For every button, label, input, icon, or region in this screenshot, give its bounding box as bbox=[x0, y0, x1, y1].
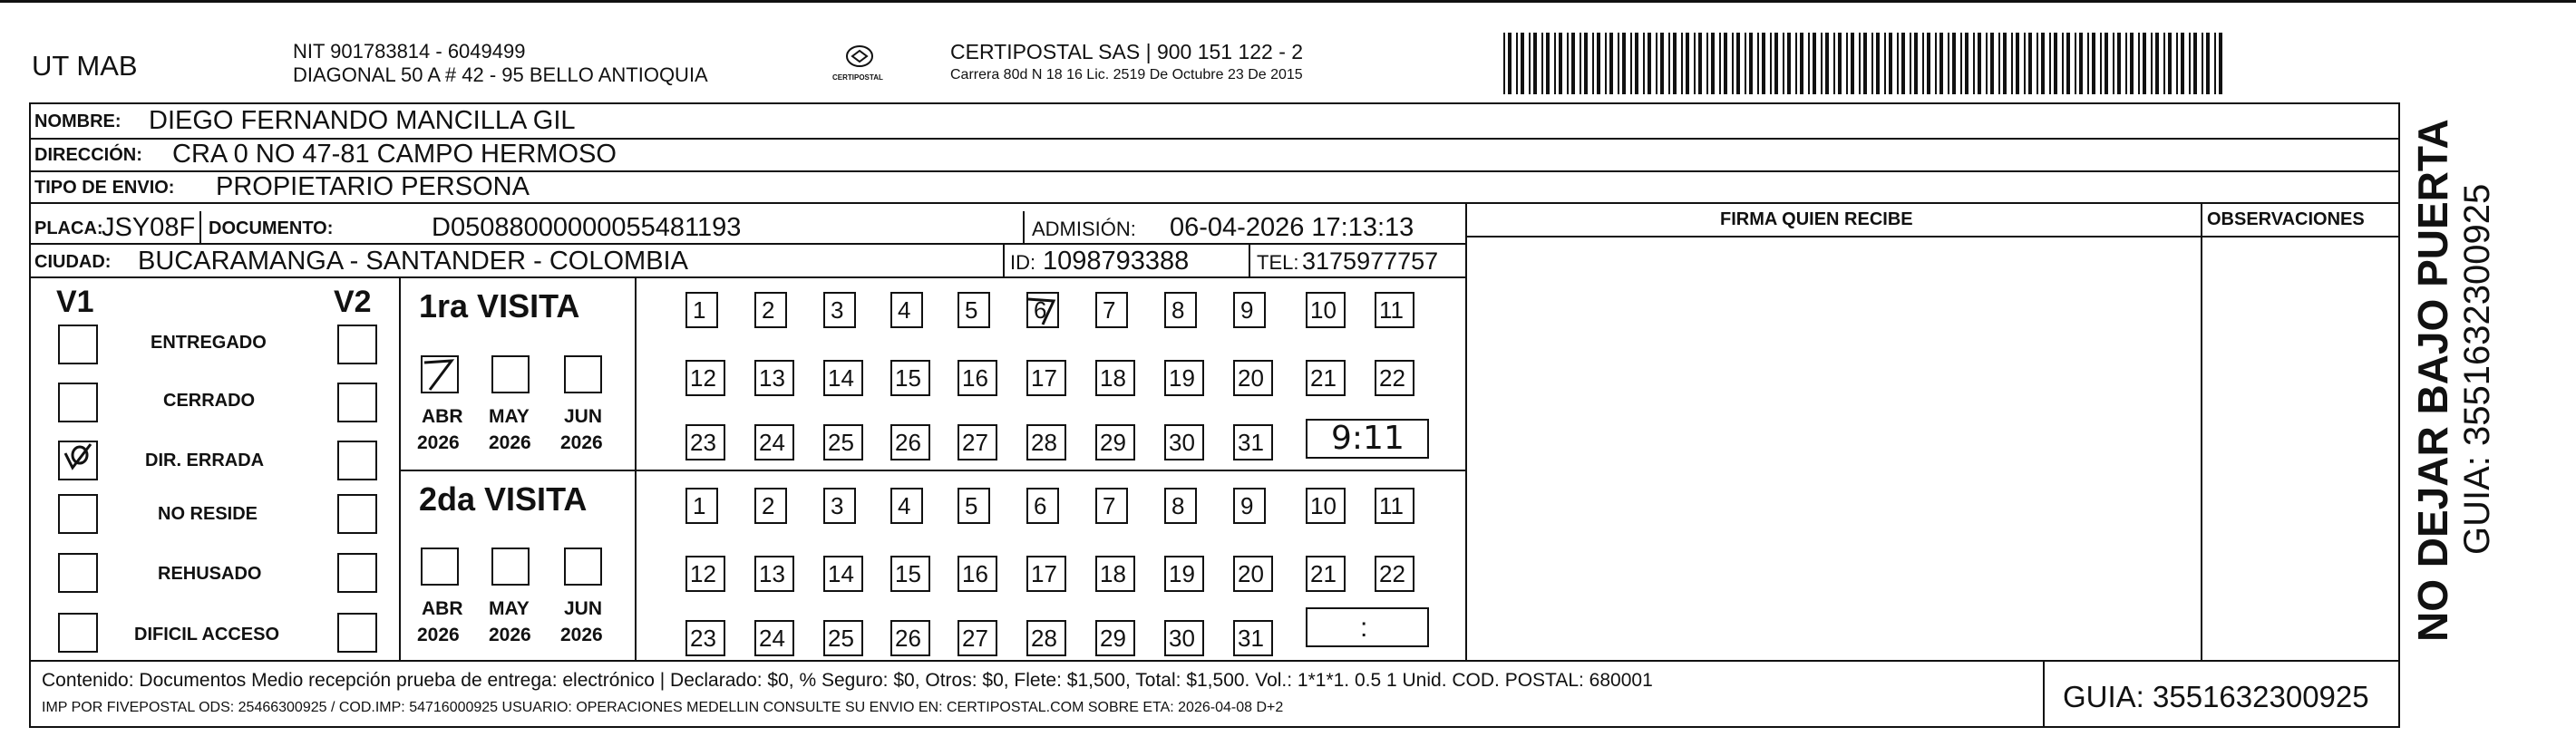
first-visit-day-1-box[interactable]: 1 bbox=[685, 292, 718, 328]
first-visit-month-may: MAY bbox=[489, 406, 530, 427]
footer-guia: GUIA: 3551632300925 bbox=[2063, 680, 2369, 713]
second-visit-day-28-box[interactable]: 28 bbox=[1026, 620, 1066, 656]
ciudad-label: CIUDAD: bbox=[34, 252, 112, 272]
footer-imp: IMP POR FIVEPOSTAL ODS: 25466300925 / COD.IMP: 54716000925 USUARIO: OPERACIONES MEDELLIN CONSULTE SU ENVIO EN: CERTIPOSTAL.COM SOBRE ETA: 2026-04-08 D+2 bbox=[42, 700, 1284, 715]
handwritten-check-icon bbox=[1026, 292, 1059, 328]
tel-label: TEL: bbox=[1257, 251, 1299, 274]
v1-no-reside-checkbox[interactable] bbox=[58, 494, 98, 534]
second-visit-day-20-box[interactable]: 20 bbox=[1233, 556, 1273, 592]
first-visit-day-4-box[interactable]: 4 bbox=[890, 292, 923, 328]
first-visit-month-jun: JUN bbox=[564, 406, 603, 427]
nombre-label: NOMBRE: bbox=[34, 111, 122, 131]
placa-label: PLACA: bbox=[34, 218, 103, 238]
status-entregado: ENTREGADO bbox=[151, 333, 267, 353]
direccion-value: CRA 0 NO 47-81 CAMPO HERMOSO bbox=[172, 140, 617, 169]
first-visit-day-17-box[interactable]: 17 bbox=[1026, 360, 1066, 396]
status-rehusado: REHUSADO bbox=[158, 564, 262, 584]
status-no-reside: NO RESIDE bbox=[158, 504, 258, 524]
second-visit-day-30-box[interactable]: 30 bbox=[1164, 620, 1204, 656]
first-visit-month-abr-checkbox[interactable] bbox=[421, 355, 459, 393]
second-visit-day-22-box[interactable]: 22 bbox=[1375, 556, 1414, 592]
first-visit-day-30-box[interactable]: 30 bbox=[1164, 424, 1204, 460]
second-visit-day-23-box[interactable]: 23 bbox=[685, 620, 725, 656]
second-visit-day-1-box[interactable]: 1 bbox=[685, 488, 718, 524]
second-visit-year-may: 2026 bbox=[489, 625, 531, 645]
tipo-envio-value: PROPIETARIO PERSONA bbox=[216, 172, 530, 201]
second-visit-month-abr: ABR bbox=[422, 598, 463, 619]
certipostal-logo-icon bbox=[832, 40, 887, 90]
first-visit-day-19-box[interactable]: 19 bbox=[1164, 360, 1204, 396]
footer-contenido: Contenido: Documentos Medio recepción prueba de entrega: electrónico | Declarado: $0, % Seguro: $0, Otros: $0, Flete: $1,500, Total: $1,500. Vol.: 1*1*1. 0.5 1 Unid. COD. POSTAL: 680001 bbox=[42, 670, 1653, 691]
second-visit-day-4-box[interactable]: 4 bbox=[890, 488, 923, 524]
first-visit-day-7-box[interactable]: 7 bbox=[1095, 292, 1128, 328]
first-visit-day-2-box[interactable]: 2 bbox=[754, 292, 787, 328]
second-visit-day-11-box[interactable]: 11 bbox=[1375, 488, 1414, 524]
second-visit-month-may-checkbox[interactable] bbox=[491, 548, 530, 586]
v2-no-reside-checkbox[interactable] bbox=[337, 494, 377, 534]
first-visit-day-15-box[interactable]: 15 bbox=[890, 360, 930, 396]
documento-label: DOCUMENTO: bbox=[209, 218, 334, 238]
first-visit-year-may: 2026 bbox=[489, 432, 531, 453]
second-visit-month-jun-checkbox[interactable] bbox=[564, 548, 602, 586]
first-visit-title: 1ra VISITA bbox=[419, 287, 580, 325]
second-visit-day-14-box[interactable]: 14 bbox=[823, 556, 863, 592]
first-visit-day-22-box[interactable]: 22 bbox=[1375, 360, 1414, 396]
second-visit-month-jun: JUN bbox=[564, 598, 603, 619]
handwritten-check-icon bbox=[421, 355, 459, 393]
second-visit-day-25-box[interactable]: 25 bbox=[823, 620, 863, 656]
v1-entregado-checkbox[interactable] bbox=[58, 325, 98, 364]
second-visit-title: 2da VISITA bbox=[419, 480, 588, 518]
certipostal-logo bbox=[832, 40, 887, 90]
second-visit-year-abr: 2026 bbox=[417, 625, 460, 645]
company-address: DIAGONAL 50 A # 42 - 95 BELLO ANTIOQUIA bbox=[293, 63, 708, 86]
first-visit-day-29-box[interactable]: 29 bbox=[1095, 424, 1135, 460]
first-visit-month-abr: ABR bbox=[422, 406, 463, 427]
second-visit-day-5-box[interactable]: 5 bbox=[957, 488, 990, 524]
first-visit-day-26-box[interactable]: 26 bbox=[890, 424, 930, 460]
second-visit-day-21-box[interactable]: 21 bbox=[1306, 556, 1346, 592]
status-cerrado: CERRADO bbox=[163, 391, 256, 411]
second-visit-day-19-box[interactable]: 19 bbox=[1164, 556, 1204, 592]
first-visit-day-9-box[interactable]: 9 bbox=[1233, 292, 1266, 328]
second-visit-day-3-box[interactable]: 3 bbox=[823, 488, 856, 524]
second-visit-day-13-box[interactable]: 13 bbox=[754, 556, 794, 592]
second-visit-day-8-box[interactable]: 8 bbox=[1164, 488, 1197, 524]
nombre-value: DIEGO FERNANDO MANCILLA GIL bbox=[149, 106, 576, 135]
company-nit: NIT 901783814 - 6049499 bbox=[293, 40, 526, 63]
second-visit-day-2-box[interactable]: 2 bbox=[754, 488, 787, 524]
first-visit-time: 9:11 bbox=[1331, 420, 1405, 457]
v2-entregado-checkbox[interactable] bbox=[337, 325, 377, 364]
second-visit-day-16-box[interactable]: 16 bbox=[957, 556, 997, 592]
ciudad-value: BUCARAMANGA - SANTANDER - COLOMBIA bbox=[138, 247, 688, 276]
logo-text: CERTIPOSTAL bbox=[832, 73, 883, 82]
documento-value: D05088000000055481193 bbox=[432, 213, 742, 242]
v1-header: V1 bbox=[56, 285, 94, 319]
first-visit-day-5-box[interactable]: 5 bbox=[957, 292, 990, 328]
side-no-dejar-bajo-puerta: NO DEJAR BAJO PUERTA bbox=[2409, 119, 2456, 642]
second-visit-time-box[interactable] bbox=[1306, 607, 1429, 647]
v2-header: V2 bbox=[334, 285, 372, 319]
first-visit-day-24-box[interactable]: 24 bbox=[754, 424, 794, 460]
second-visit-day-31-box[interactable]: 31 bbox=[1233, 620, 1273, 656]
admision-value: 06-04-2026 17:13:13 bbox=[1170, 213, 1414, 242]
second-visit-day-26-box[interactable]: 26 bbox=[890, 620, 930, 656]
second-visit-day-10-box[interactable]: 10 bbox=[1306, 488, 1346, 524]
first-visit-day-25-box[interactable]: 25 bbox=[823, 424, 863, 460]
certipostal-line1: CERTIPOSTAL SAS | 900 151 122 - 2 bbox=[950, 40, 1304, 63]
second-visit-day-29-box[interactable]: 29 bbox=[1095, 620, 1135, 656]
second-visit-year-jun: 2026 bbox=[560, 625, 603, 645]
first-visit-day-28-box[interactable]: 28 bbox=[1026, 424, 1066, 460]
first-visit-day-16-box[interactable]: 16 bbox=[957, 360, 997, 396]
first-visit-day-13-box[interactable]: 13 bbox=[754, 360, 794, 396]
first-visit-time-box[interactable] bbox=[1306, 419, 1429, 459]
v1-cerrado-checkbox[interactable] bbox=[58, 383, 98, 422]
first-visit-year-jun: 2026 bbox=[560, 432, 603, 453]
first-visit-day-8-box[interactable]: 8 bbox=[1164, 292, 1197, 328]
second-visit-day-6-box[interactable]: 6 bbox=[1026, 488, 1059, 524]
side-guia: GUIA: 3551632300925 bbox=[2457, 183, 2497, 555]
tipo-envio-label: TIPO DE ENVIO: bbox=[34, 178, 175, 198]
id-value: 1098793388 bbox=[1043, 247, 1190, 276]
direccion-label: DIRECCIÓN: bbox=[34, 145, 142, 165]
v2-rehusado-checkbox[interactable] bbox=[337, 553, 377, 593]
observaciones-header: OBSERVACIONES bbox=[2207, 209, 2365, 229]
first-visit-day-10-box[interactable]: 10 bbox=[1306, 292, 1346, 328]
first-visit-day-31-box[interactable]: 31 bbox=[1233, 424, 1273, 460]
certipostal-line2: Carrera 80d N 18 16 Lic. 2519 De Octubre 23 De 2015 bbox=[950, 67, 1303, 82]
first-visit-day-6-box[interactable]: 6 bbox=[1026, 292, 1059, 328]
tel-value: 3175977757 bbox=[1302, 247, 1439, 275]
first-visit-day-12-box[interactable]: 12 bbox=[685, 360, 725, 396]
first-visit-day-14-box[interactable]: 14 bbox=[823, 360, 863, 396]
status-dir-errada: DIR. ERRADA bbox=[145, 451, 265, 470]
first-visit-day-27-box[interactable]: 27 bbox=[957, 424, 997, 460]
first-visit-month-may-checkbox[interactable] bbox=[491, 355, 530, 393]
second-visit-day-17-box[interactable]: 17 bbox=[1026, 556, 1066, 592]
admision-label: ADMISIÓN: bbox=[1032, 218, 1136, 240]
first-visit-day-3-box[interactable]: 3 bbox=[823, 292, 856, 328]
second-visit-day-7-box[interactable]: 7 bbox=[1095, 488, 1128, 524]
second-visit-day-15-box[interactable]: 15 bbox=[890, 556, 930, 592]
firma-header: FIRMA QUIEN RECIBE bbox=[1720, 209, 1913, 229]
v1-dificil-acceso-checkbox[interactable] bbox=[58, 613, 98, 653]
second-visit-day-18-box[interactable]: 18 bbox=[1095, 556, 1135, 592]
second-visit-day-27-box[interactable]: 27 bbox=[957, 620, 997, 656]
first-visit-day-18-box[interactable]: 18 bbox=[1095, 360, 1135, 396]
second-visit-day-9-box[interactable]: 9 bbox=[1233, 488, 1266, 524]
barcode bbox=[1503, 33, 2225, 94]
first-visit-year-abr: 2026 bbox=[417, 432, 460, 453]
company-name: UT MAB bbox=[32, 50, 138, 82]
second-visit-day-12-box[interactable]: 12 bbox=[685, 556, 725, 592]
first-visit-day-11-box[interactable]: 11 bbox=[1375, 292, 1414, 328]
v2-dificil-acceso-checkbox[interactable] bbox=[337, 613, 377, 653]
placa-value: JSY08F bbox=[102, 213, 196, 242]
second-visit-month-may: MAY bbox=[489, 598, 530, 619]
v1-rehusado-checkbox[interactable] bbox=[58, 553, 98, 593]
handwritten-check-icon bbox=[58, 441, 98, 480]
second-visit-month-abr-checkbox[interactable] bbox=[421, 548, 459, 586]
first-visit-day-23-box[interactable]: 23 bbox=[685, 424, 725, 460]
first-visit-day-21-box[interactable]: 21 bbox=[1306, 360, 1346, 396]
v2-cerrado-checkbox[interactable] bbox=[337, 383, 377, 422]
v1-dir-errada-checkbox[interactable] bbox=[58, 441, 98, 480]
first-visit-month-jun-checkbox[interactable] bbox=[564, 355, 602, 393]
second-visit-time: : bbox=[1360, 613, 1368, 643]
second-visit-day-24-box[interactable]: 24 bbox=[754, 620, 794, 656]
v2-dir-errada-checkbox[interactable] bbox=[337, 441, 377, 480]
id-label: ID: bbox=[1010, 251, 1036, 274]
first-visit-day-20-box[interactable]: 20 bbox=[1233, 360, 1273, 396]
status-dificil-acceso: DIFICIL ACCESO bbox=[134, 625, 280, 645]
